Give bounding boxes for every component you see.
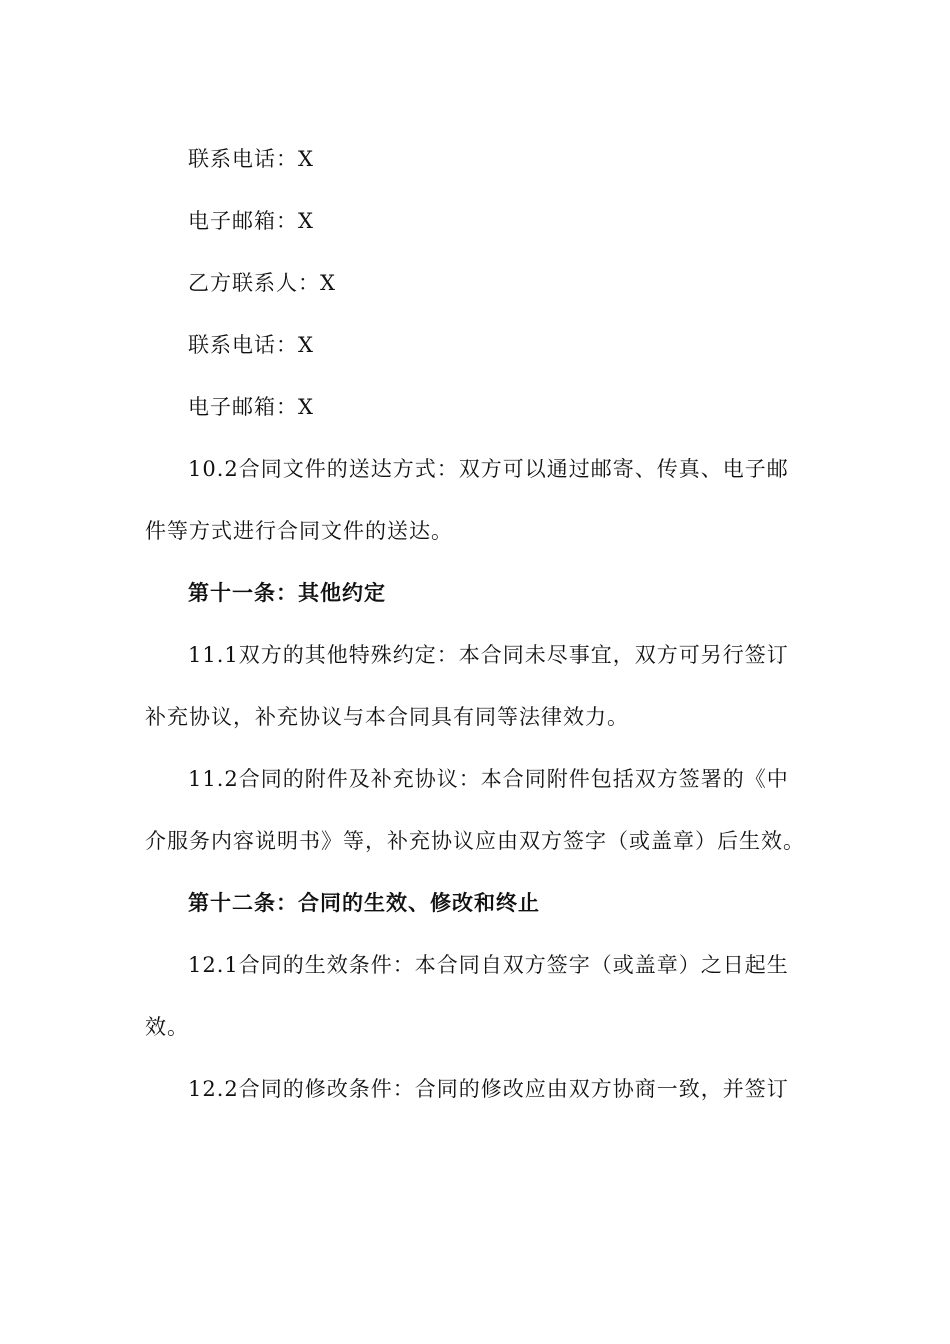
clause-11-2: 11.2合同的附件及补充协议：本合同附件包括双方签署的《中介服务内容说明书》等，补充协议应由双方签字（或盖章）后生效。 — [145, 767, 805, 853]
contact-phone-b: 联系电话：X — [188, 333, 314, 357]
clause-12-1: 12.1合同的生效条件：本合同自双方签字（或盖章）之日起生效。 — [145, 953, 789, 1039]
contact-phone-a: 联系电话：X — [188, 147, 314, 171]
contact-email-a: 电子邮箱：X — [188, 209, 314, 233]
clause-10-2: 10.2合同文件的送达方式：双方可以通过邮寄、传真、电子邮件等方式进行合同文件的送达。 — [145, 457, 789, 543]
article-11-heading: 第十一条：其他约定 — [188, 580, 386, 605]
party-b-contact: 乙方联系人：X — [188, 271, 336, 295]
contact-email-b: 电子邮箱：X — [188, 395, 314, 419]
clause-12-2: 12.2合同的修改条件：合同的修改应由双方协商一致，并签订 — [188, 1077, 789, 1101]
document-page — [145, 128, 807, 1120]
article-12-heading: 第十二条：合同的生效、修改和终止 — [188, 890, 540, 915]
clause-11-1: 11.1双方的其他特殊约定：本合同未尽事宜，双方可另行签订补充协议，补充协议与本合同具有同等法律效力。 — [145, 643, 789, 729]
